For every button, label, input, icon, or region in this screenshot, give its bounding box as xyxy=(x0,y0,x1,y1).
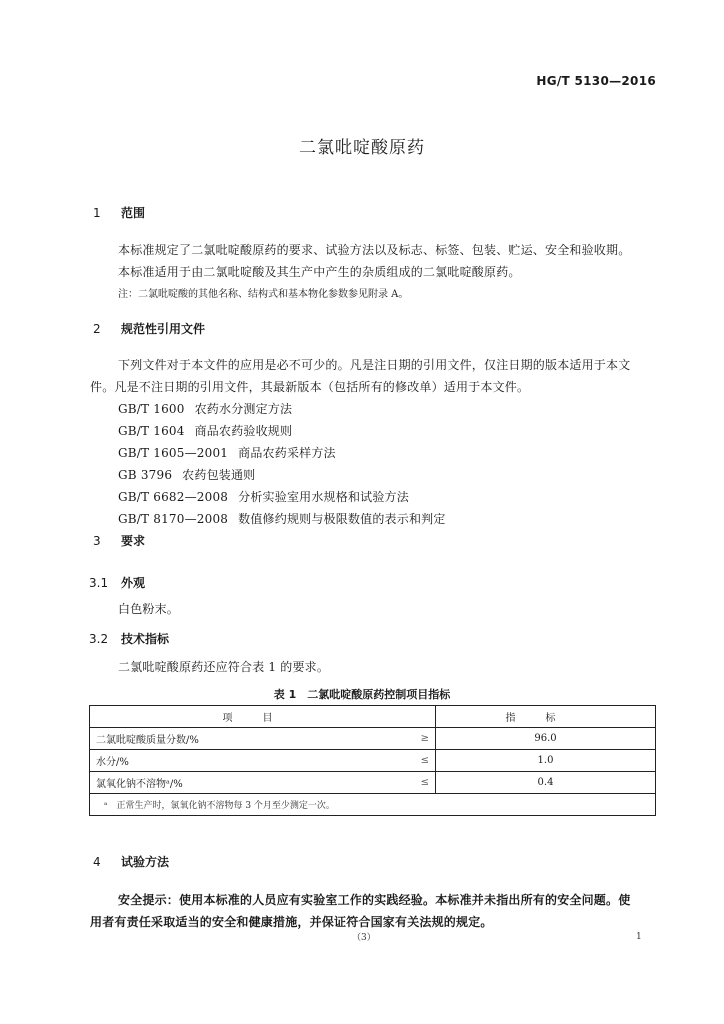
section-title: 外观 xyxy=(121,576,146,590)
scope-paragraph-1: 本标准规定了二氯吡啶酸原药的要求、试验方法以及标志、标签、包装、贮运、安全和验收期。 xyxy=(118,243,631,257)
appearance-text: 白色粉末。 xyxy=(118,602,180,616)
section-number: 4 xyxy=(93,855,101,869)
item-value: 0.4 xyxy=(436,772,656,794)
table-footnote: ᵃ 正常生产时，氯氧化钠不溶物每 3 个月至少测定一次。 xyxy=(90,794,656,816)
standard-code: HG/T 5130—2016 xyxy=(536,74,656,88)
column-header-item: 项目 xyxy=(90,706,436,728)
table-row xyxy=(90,750,656,772)
section-title: 试验方法 xyxy=(121,855,170,869)
reference-item xyxy=(118,488,409,505)
scope-paragraph-2: 本标准适用于由二氯吡啶酸及其生产中产生的杂质组成的二氯吡啶酸原药。 xyxy=(118,265,521,279)
reference-name: 农药包装通则 xyxy=(182,468,256,482)
section-title: 范围 xyxy=(121,206,146,220)
spec-table xyxy=(89,705,656,816)
reference-code: GB/T 6682—2008 xyxy=(118,490,229,504)
document-title: 二氯吡啶酸原药 xyxy=(299,138,425,158)
reference-item xyxy=(118,400,292,417)
relation-symbol: ≤ xyxy=(407,772,436,794)
section-title: 技术指标 xyxy=(121,632,170,646)
table-row xyxy=(90,772,656,794)
reference-item xyxy=(118,510,446,527)
safety-notice-line-1: 安全提示：使用本标准的人员应有实验室工作的实践经验。本标准并未指出所有的安全问题。使 xyxy=(118,893,631,907)
section-number: 3.2 xyxy=(89,632,109,646)
reference-code: GB/T 8170—2008 xyxy=(118,512,229,526)
reference-name: 农药水分测定方法 xyxy=(194,402,293,416)
section-number: 1 xyxy=(93,206,101,220)
scope-note: 注：二氯吡啶酸的其他名称、结构式和基本物化参数参见附录 A。 xyxy=(118,289,409,300)
section-number: 3.1 xyxy=(89,576,109,590)
reference-code: GB/T 1604 xyxy=(118,424,185,438)
section-title: 要求 xyxy=(121,534,146,548)
table-row xyxy=(90,728,656,750)
reference-name: 商品农药验收规则 xyxy=(194,424,293,438)
reference-name: 商品农药采样方法 xyxy=(238,446,336,460)
page-number: 1 xyxy=(636,932,642,942)
section-3-heading xyxy=(93,532,145,549)
section-2-heading xyxy=(93,320,205,337)
section-1-heading xyxy=(93,204,145,221)
table-footnote-row xyxy=(90,794,656,816)
item-value: 1.0 xyxy=(436,750,656,772)
relation-symbol: ≥ xyxy=(407,728,436,750)
section-number: 2 xyxy=(93,322,101,336)
section-number: 3 xyxy=(93,534,101,548)
reference-code: GB/T 1600 xyxy=(118,402,185,416)
section-title: 规范性引用文件 xyxy=(121,322,206,336)
table-header-row xyxy=(90,706,656,728)
reference-code: GB 3796 xyxy=(118,468,173,482)
footer-mark: （3） xyxy=(352,933,376,943)
reference-item xyxy=(118,422,292,439)
reference-name: 分析实验室用水规格和试验方法 xyxy=(238,490,409,504)
reference-item xyxy=(118,444,336,461)
item-name: 水分/% xyxy=(90,750,408,772)
reference-code: GB/T 1605—2001 xyxy=(118,446,229,460)
section-3-1-heading xyxy=(89,574,145,591)
reference-name: 数值修约规则与极限数值的表示和判定 xyxy=(238,512,446,526)
reference-item xyxy=(118,466,255,483)
item-name: 二氯吡啶酸质量分数/% xyxy=(90,728,408,750)
item-value: 96.0 xyxy=(436,728,656,750)
section-4-heading xyxy=(93,853,169,870)
section-3-2-heading xyxy=(89,630,169,647)
normative-intro-line-2: 件。凡是不注日期的引用文件，其最新版本（包括所有的修改单）适用于本文件。 xyxy=(90,380,530,394)
normative-intro-line-1: 下列文件对于本文件的应用是必不可少的。凡是注日期的引用文件，仅注日期的版本适用于本文 xyxy=(118,358,631,372)
column-header-value: 指标 xyxy=(436,706,656,728)
item-name: 氯氧化钠不溶物ᵃ/% xyxy=(90,772,408,794)
relation-symbol: ≤ xyxy=(407,750,436,772)
table-caption: 表 1 二氯吡啶酸原药控制项目指标 xyxy=(273,688,451,701)
tech-intro: 二氯吡啶酸原药还应符合表 1 的要求。 xyxy=(118,660,330,674)
safety-notice-line-2: 用者有责任采取适当的安全和健康措施，并保证符合国家有关法规的规定。 xyxy=(90,915,493,929)
